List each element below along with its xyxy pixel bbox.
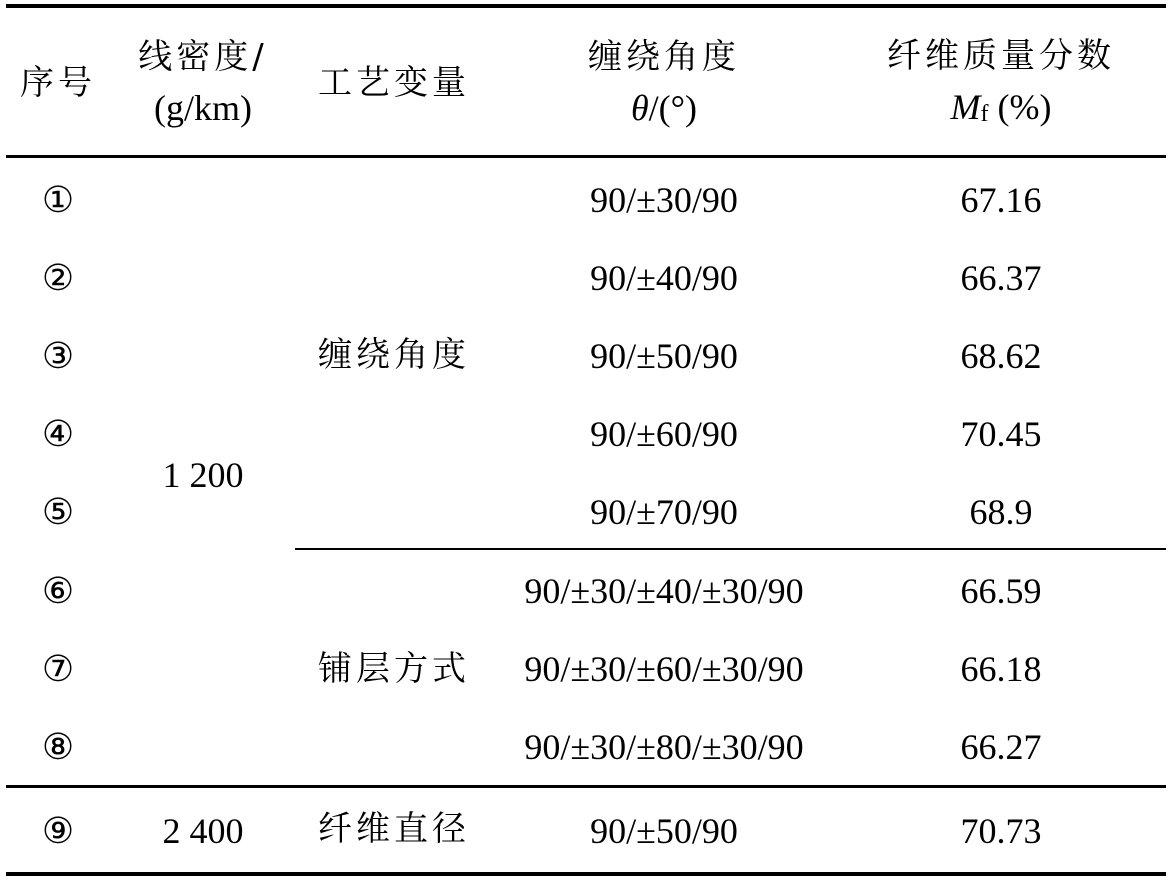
row-angle: 90/±60/90 bbox=[590, 414, 738, 454]
row-angle: 90/±30/±60/±30/90 bbox=[524, 649, 804, 689]
row-angle: 90/±30/90 bbox=[590, 180, 738, 220]
row-angle: 90/±40/90 bbox=[590, 258, 738, 298]
row-fiber-fraction: 70.73 bbox=[960, 811, 1042, 851]
row-angle: 90/±50/90 bbox=[590, 336, 738, 376]
row-index: ⑤ bbox=[41, 492, 75, 532]
variable-cell-layup: 铺层方式 bbox=[318, 649, 470, 689]
row-fiber-fraction: 66.18 bbox=[960, 649, 1042, 689]
row-index: ③ bbox=[41, 336, 75, 376]
row-angle: 90/±50/90 bbox=[590, 811, 738, 851]
row-index: ② bbox=[41, 258, 75, 298]
top-rule bbox=[6, 4, 1166, 8]
row-fiber-fraction: 68.62 bbox=[960, 336, 1042, 376]
header-index: 序号 bbox=[20, 62, 96, 103]
row-fiber-fraction: 68.9 bbox=[969, 492, 1033, 532]
header-density: 线密度/ (g/km) bbox=[138, 36, 268, 128]
density-cell-2400: 2 400 bbox=[162, 811, 244, 851]
row-fiber-fraction: 66.59 bbox=[960, 571, 1042, 611]
row-index: ⑧ bbox=[41, 727, 75, 767]
row-angle: 90/±30/±80/±30/90 bbox=[524, 727, 804, 767]
row-fiber-fraction: 66.37 bbox=[960, 258, 1042, 298]
row-index: ⑦ bbox=[41, 649, 75, 689]
row-fiber-fraction: 70.45 bbox=[960, 414, 1042, 454]
header-rule bbox=[6, 155, 1166, 158]
variable-cell-fiber-diameter: 纤维直径 bbox=[318, 809, 470, 849]
header-variable: 工艺变量 bbox=[318, 62, 470, 103]
row-index: ⑨ bbox=[41, 811, 75, 851]
header-angle: 缠绕角度 θ/(°) bbox=[588, 36, 740, 128]
row-fiber-fraction: 66.27 bbox=[960, 727, 1042, 767]
header-fiber-fraction: 纤维质量分数 $M_f$ (%) bbox=[887, 36, 1115, 127]
row-index: ⑥ bbox=[41, 571, 75, 611]
row-index: ① bbox=[41, 180, 75, 220]
variable-cell-winding-angle: 缠绕角度 bbox=[318, 335, 470, 375]
row-index: ④ bbox=[41, 414, 75, 454]
row-fiber-fraction: 67.16 bbox=[960, 180, 1042, 220]
bottom-rule bbox=[6, 872, 1166, 876]
row-angle: 90/±30/±40/±30/90 bbox=[524, 571, 804, 611]
density-cell-1200: 1 200 bbox=[162, 455, 244, 495]
row-angle: 90/±70/90 bbox=[590, 492, 738, 532]
